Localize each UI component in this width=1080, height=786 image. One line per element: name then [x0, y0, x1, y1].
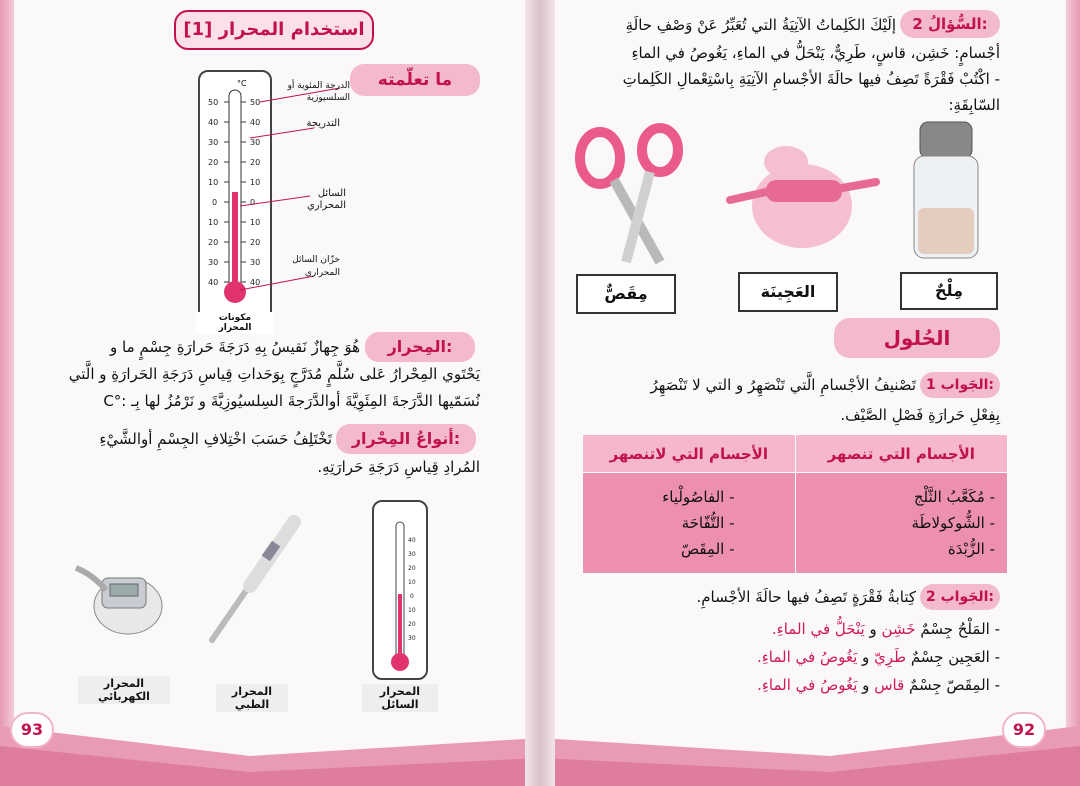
label-scissors: مِقَصٌّ: [576, 274, 676, 314]
table-cell-no-melt-2: - التُّفّاحَة: [681, 514, 735, 532]
keyword: يَغُوصُ في الماءِ.: [757, 676, 858, 694]
tick-label: 0: [410, 593, 414, 600]
liquid-thermometer-image: [372, 500, 428, 680]
tick-label: 30: [250, 258, 261, 267]
tick-label: 40: [250, 118, 261, 127]
dough-image: [726, 138, 882, 256]
annotation-liquid: السائل المحراري: [306, 188, 346, 211]
tick-label: 20: [208, 238, 219, 247]
keyword: يَغُوصُ في الماءِ.: [756, 648, 858, 666]
tick-label: 30: [208, 138, 219, 147]
tick-label: 30: [408, 551, 416, 558]
scissors-image: [574, 122, 688, 268]
salt-shaker-image: [908, 116, 984, 262]
annotation-reservoir: خزّان السائل المحراري: [292, 255, 340, 278]
book-gutter: [525, 0, 555, 786]
tick-label: 30: [250, 138, 261, 147]
table-cell-no-melt-1: - الفاصُولْياء: [662, 488, 735, 506]
tick-label: 20: [250, 158, 261, 167]
scale-unit: °C: [237, 79, 247, 88]
tick-label: 50: [208, 98, 219, 107]
tick-label: 40: [208, 278, 219, 287]
tick-label: 10: [250, 178, 261, 187]
table-header-no-melt: الأجسام التي لاتنصهر: [583, 435, 796, 473]
section-learned-heading: ما تعلّمته: [350, 64, 480, 96]
tick-label: 30: [208, 258, 219, 267]
answer1-line-2: بِفِعْلِ حَرارَةِ فَصْلِ الصَّيْف.: [840, 406, 1000, 424]
types-label: أنواعُ المِحْرار:: [336, 424, 476, 454]
annotation-degree: الدرجة المئوية أو السلسيوزية: [287, 81, 350, 103]
tick-label: 10: [250, 218, 261, 227]
electric-thermometer-image: [72, 560, 164, 644]
answer2-line-2: - العَجِين جِسْمٌ طَرِيّ و يَغُوصُ في الماءِ.: [756, 648, 1000, 666]
keyword: قاس: [874, 676, 905, 694]
lesson-title: [1] استخدام المحرار: [174, 10, 374, 50]
caption-liquid: المحرار السائل: [362, 684, 438, 712]
caption-electric: المحرار الكهربائي: [78, 676, 170, 704]
tick-label: 40: [408, 537, 416, 544]
keyword: طَرِيّ: [874, 648, 907, 666]
page-92: [540, 0, 1080, 786]
definition-label: المِحرار:: [365, 332, 475, 362]
table-header-melt: الأجسام التي تنصهر: [795, 435, 1008, 473]
tick-label: 20: [208, 158, 219, 167]
footer-band: [540, 716, 1080, 786]
definition-line-3: نُسَمّيها الدَّرَجةَ المِئَوِيَّةَ أوالدَّرَجةَ السِلسيُوزِيَّةَ و نَرْمُزُ لها بِـ :°C: [103, 392, 480, 410]
keyword: خَشِن: [881, 620, 916, 638]
tick-label: 50: [250, 98, 261, 107]
definition-line-1: هُوَ جِهازٌ نَقيسُ بِهِ دَرَجَةَ حَرارَةِ جِسْمٍ ما و: [110, 338, 360, 356]
tick-label: 20: [408, 621, 416, 628]
keyword: يَنْحَلُّ في الماءِ.: [771, 620, 865, 638]
tick-label: 40: [250, 278, 261, 287]
diagram-caption: مكونات المحرار: [196, 312, 274, 334]
tick-label: 30: [408, 635, 416, 642]
answer2-line-1: - المَلْحُ جِسْمٌ خَشِن و يَنْحَلُّ في الماءِ.: [771, 620, 1000, 638]
tick-label: 20: [250, 238, 261, 247]
question-line-3: - اكْتُبْ فَقْرَةً تَصِفُ فيها حالَةَ الأجْسامِ الآتِيَةِ بِاسْتِعْمالِ الكَلِماتِ: [622, 70, 1000, 88]
answer1-line-1: تَصْنيفُ الأجْسامِ الَّتي تَنْصَهِرُ و التي لا تَنْصَهِرُ: [650, 376, 916, 394]
tick-label: 0: [250, 198, 256, 207]
question-line-1: إلَيْكَ الكَلِماتُ الآتِيَةُ التي تُعَبِّرُ عَنْ وَصْفِ حالَةِ: [625, 16, 896, 34]
tick-label: 0: [212, 198, 218, 207]
tick-label: 10: [408, 607, 416, 614]
tick-label: 40: [208, 118, 219, 127]
table-cell-no-melt-3: - المِقَصّ: [680, 540, 735, 558]
table-cell-melt-1: - مُكَعَّبُ الثَّلْج: [913, 488, 995, 506]
footer-band: [0, 716, 540, 786]
tick-label: 10: [208, 218, 219, 227]
question-line-2: أجْسامٍ: خَشِن، قاسٍ، طَرِيٌّ، يَنْحَلُّ في الماءِ، يَغُوصُ في الماءِ: [631, 44, 1000, 62]
page-number: 92: [1002, 712, 1046, 748]
answer2-label: الجَواب 2:: [920, 584, 1000, 610]
table-cell-melt-3: - الزُّبْدَة: [947, 540, 995, 558]
answer2-intro: كِتابةُ فَقْرَةٍ تَصِفُ فيها حالَةَ الأجْسامِ.: [696, 588, 916, 606]
question-line-4: السّابِقَةِ:: [948, 96, 1000, 114]
question-label: السُّؤالُ 2:: [900, 10, 1000, 38]
label-dough: العَجِينَة: [738, 272, 838, 312]
answer2-line-3: - المِقَصّ جِسْمٌ قاس و يَغُوصُ في الماءِ.: [757, 676, 1000, 694]
tick-label: 10: [408, 579, 416, 586]
medical-thermometer-image: [206, 514, 302, 646]
label-salt: مِلْحٌ: [900, 272, 998, 310]
page-number: 93: [10, 712, 54, 748]
table-cell-melt-2: - الشُّوكولاطَة: [911, 514, 995, 532]
annotation-graduation: التدريجة: [306, 118, 340, 129]
answer1-label: الجَواب 1:: [920, 372, 1000, 398]
types-line-1: تَخْتَلِفُ حَسَبَ اخْتِلافِ الجِسْمِ أوالشَّيْءِ: [99, 430, 332, 448]
tick-label: 20: [408, 565, 416, 572]
types-line-2: المُرادِ قِياسِ دَرَجَةِ حَرارَتِهِ.: [317, 458, 480, 476]
caption-medical: المحرار الطبي: [216, 684, 288, 712]
solutions-title: الحُلول: [834, 318, 1000, 358]
tick-label: 10: [208, 178, 219, 187]
melting-table: [582, 434, 1008, 574]
definition-line-2: يَحْتَوي المِحْرارُ عَلى سُلَّمٍ مُدَرَّجٍ بِوَحَداتِ قِياسِ دَرَجَةِ الحَرارَةِ و الَّتي: [68, 365, 480, 383]
